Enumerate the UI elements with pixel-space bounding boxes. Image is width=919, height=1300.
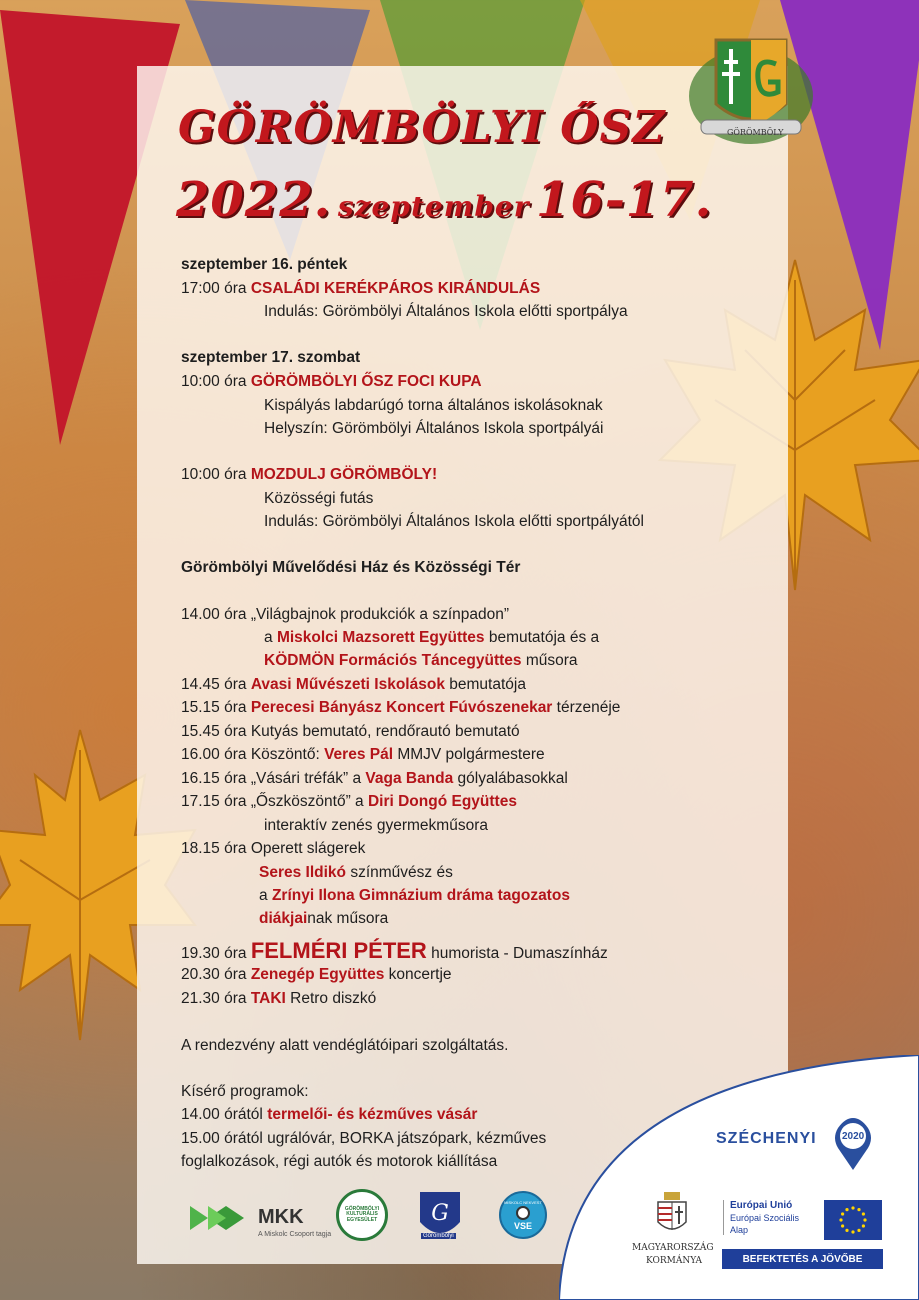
- program-time: 15.45 óra: [181, 723, 247, 740]
- mkk-logo-sub: A Miskolc Csoport tagja: [258, 1231, 332, 1238]
- hungary-coat-of-arms-icon: [655, 1190, 689, 1236]
- catering-note: A rendezvény alatt vendéglátóipari szolgáltatás.: [181, 1037, 509, 1054]
- day2-event2-detail1: Közösségi futás: [264, 490, 374, 507]
- program-text: nak műsora: [307, 910, 389, 927]
- program-text: termelői- és kézműves vásár: [267, 1106, 478, 1123]
- performer-name: TAKI: [250, 990, 286, 1007]
- gorombolyi-shield-label: Görömbölyi: [423, 1233, 454, 1239]
- program-item: [181, 676, 526, 694]
- program-text: Retro diszkó: [285, 990, 377, 1007]
- event-time: 10:00 óra: [181, 466, 247, 483]
- eu-text-block: [723, 1200, 799, 1235]
- title-month: szeptember: [337, 190, 530, 223]
- mkk-logo-icon: [188, 1198, 248, 1238]
- program-text: a: [264, 629, 277, 646]
- program-time: 14.45 óra: [181, 676, 247, 693]
- eu-label-1: Európai Unió: [730, 1200, 793, 1211]
- event-time: 10:00 óra: [181, 373, 247, 390]
- program-item: [181, 938, 608, 964]
- performer-name: Zenegép Együttes: [250, 966, 385, 983]
- kulturalis-egyesulet-text: GÖRÖMBÖLYI KULTURÁLIS EGYESÜLET: [344, 1205, 380, 1223]
- program-time: 19.30 óra: [181, 945, 247, 962]
- program-time: 14.00 óra: [181, 606, 247, 623]
- program-text: Operett slágerek: [250, 840, 366, 857]
- day2-event2-detail2: Indulás: Görömbölyi Általános Iskola előtti sportpályától: [264, 513, 644, 530]
- program-item: [181, 699, 620, 717]
- program-text: humorista - Dumaszínház: [426, 945, 608, 962]
- program-item-detail: [259, 910, 388, 928]
- day1-detail: Indulás: Görömbölyi Általános Iskola előtti sportpálya: [264, 303, 628, 320]
- eu-label-2: Európai Szociális: [730, 1213, 800, 1223]
- vse-logo-top-text: MISKOLC NEKVEST: [504, 1199, 542, 1205]
- program-item: [181, 966, 452, 984]
- program-item: [181, 723, 520, 741]
- event-time: 17:00 óra: [181, 280, 247, 297]
- government-label-2: KORMÁNYA: [646, 1256, 702, 1266]
- program-text: a: [259, 887, 272, 904]
- program-text: „Világbajnok produkciók a színpadon”: [250, 606, 510, 623]
- program-item-detail: [259, 864, 453, 882]
- program-text: Köszöntő:: [250, 746, 325, 763]
- program-text: térzenéje: [552, 699, 621, 716]
- program-time: 16.00 óra: [181, 746, 247, 763]
- crest-label: GÖRÖMBÖLY: [727, 128, 784, 137]
- program-item: [181, 840, 365, 858]
- program-text: műsora: [521, 652, 578, 669]
- program-text: koncertje: [384, 966, 452, 983]
- invest-future-banner: BEFEKTETÉS A JÖVŐBE: [722, 1249, 883, 1269]
- program-time: 15.15 óra: [181, 699, 247, 716]
- day1-heading: szeptember 16. péntek: [181, 256, 348, 273]
- program-time: 21.30 óra: [181, 990, 247, 1007]
- program-text: gólyalábasokkal: [453, 770, 568, 787]
- performer-name: Perecesi Bányász Koncert Fúvószenekar: [250, 699, 553, 716]
- title-date: [176, 172, 712, 228]
- day2-event1-detail1: Kispályás labdarúgó torna általános iskolásoknak: [264, 397, 603, 414]
- szechenyi-year: 2020: [842, 1131, 865, 1142]
- kulturalis-egyesulet-logo: [336, 1189, 388, 1241]
- program-time: 20.30 óra: [181, 966, 247, 983]
- government-label-1: MAGYARORSZÁG: [632, 1243, 714, 1253]
- side-program-item: 15.00 órától ugrálóvár, BORKA játszópark, kézműves: [181, 1130, 547, 1147]
- performer-name: KÖDMÖN Formációs Táncegyüttes: [264, 652, 522, 669]
- performer-name: Vaga Banda: [365, 770, 454, 787]
- program-text: MMJV polgármestere: [393, 746, 545, 763]
- program-text: „Őszköszöntő” a: [250, 793, 368, 810]
- day2-event2-line: [181, 466, 437, 484]
- page-title: GÖRÖMBÖLYI ŐSZ: [178, 102, 666, 153]
- program-text: bemutatója: [444, 676, 526, 693]
- performer-name: Zrínyi Ilona Gimnázium dráma tagozatos: [271, 887, 570, 904]
- side-program-item: foglalkozások, régi autók és motorok kiállítása: [181, 1153, 498, 1170]
- day2-event1-detail2: Helyszín: Görömbölyi Általános Iskola sportpályái: [264, 420, 604, 437]
- performer-name: Avasi Művészeti Iskolások: [250, 676, 445, 693]
- title-year: 2022.: [176, 172, 332, 228]
- szechenyi-pin-icon: [832, 1118, 874, 1172]
- event-title: CSALÁDI KERÉKPÁROS KIRÁNDULÁS: [250, 280, 541, 297]
- side-program-item: [181, 1106, 477, 1124]
- performer-name: Miskolci Mazsorett Együttes: [276, 629, 485, 646]
- title-days: 16-17.: [536, 172, 713, 228]
- day1-event-line: [181, 280, 540, 298]
- program-item-detail: interaktív zenés gyermekműsora: [264, 817, 488, 834]
- day2-heading: szeptember 17. szombat: [181, 349, 361, 366]
- program-text: Kutyás bemutató, rendőrautó bemutató: [250, 723, 520, 740]
- program-time: 14.00 órától: [181, 1106, 263, 1123]
- program-item: [181, 793, 517, 811]
- program-item: [181, 746, 545, 764]
- event-title: GÖRÖMBÖLYI ŐSZ FOCI KUPA: [250, 373, 482, 390]
- eu-flag-icon: [824, 1200, 882, 1240]
- program-text: bemutatója és a: [484, 629, 600, 646]
- program-item: [181, 606, 509, 624]
- program-time: 16.15 óra: [181, 770, 247, 787]
- event-title: MOZDULJ GÖRÖMBÖLY!: [250, 466, 438, 483]
- side-programs-heading: Kísérő programok:: [181, 1083, 309, 1100]
- program-item-detail: [264, 652, 578, 670]
- program-time: 17.15 óra: [181, 793, 247, 810]
- program-item: [181, 990, 376, 1008]
- svg-text:G: G: [431, 1201, 449, 1226]
- performer-name: FELMÉRI PÉTER: [250, 938, 427, 963]
- program-time: 18.15 óra: [181, 840, 247, 857]
- program-text: színművész és: [346, 864, 453, 881]
- performer-name: diákjai: [259, 910, 308, 927]
- program-item-detail: [264, 629, 599, 647]
- mkk-logo-text: MKK: [258, 1206, 304, 1228]
- venue-heading: Görömbölyi Művelődési Ház és Közösségi Tér: [181, 559, 521, 576]
- vse-logo: [499, 1191, 547, 1239]
- performer-name: Diri Dongó Együttes: [367, 793, 517, 810]
- performer-name: Veres Pál: [324, 746, 394, 763]
- performer-name: Seres Ildikó: [259, 864, 347, 881]
- vse-logo-text: VSE: [513, 1220, 532, 1231]
- soccer-ball-icon: [516, 1206, 530, 1220]
- program-item: [181, 770, 568, 788]
- program-text: „Vásári tréfák” a: [250, 770, 366, 787]
- szechenyi-name: SZÉCHENYI: [716, 1130, 817, 1147]
- day2-event1-line: [181, 373, 482, 391]
- eu-label-3: Alap: [730, 1225, 749, 1235]
- program-item-detail: [259, 887, 570, 905]
